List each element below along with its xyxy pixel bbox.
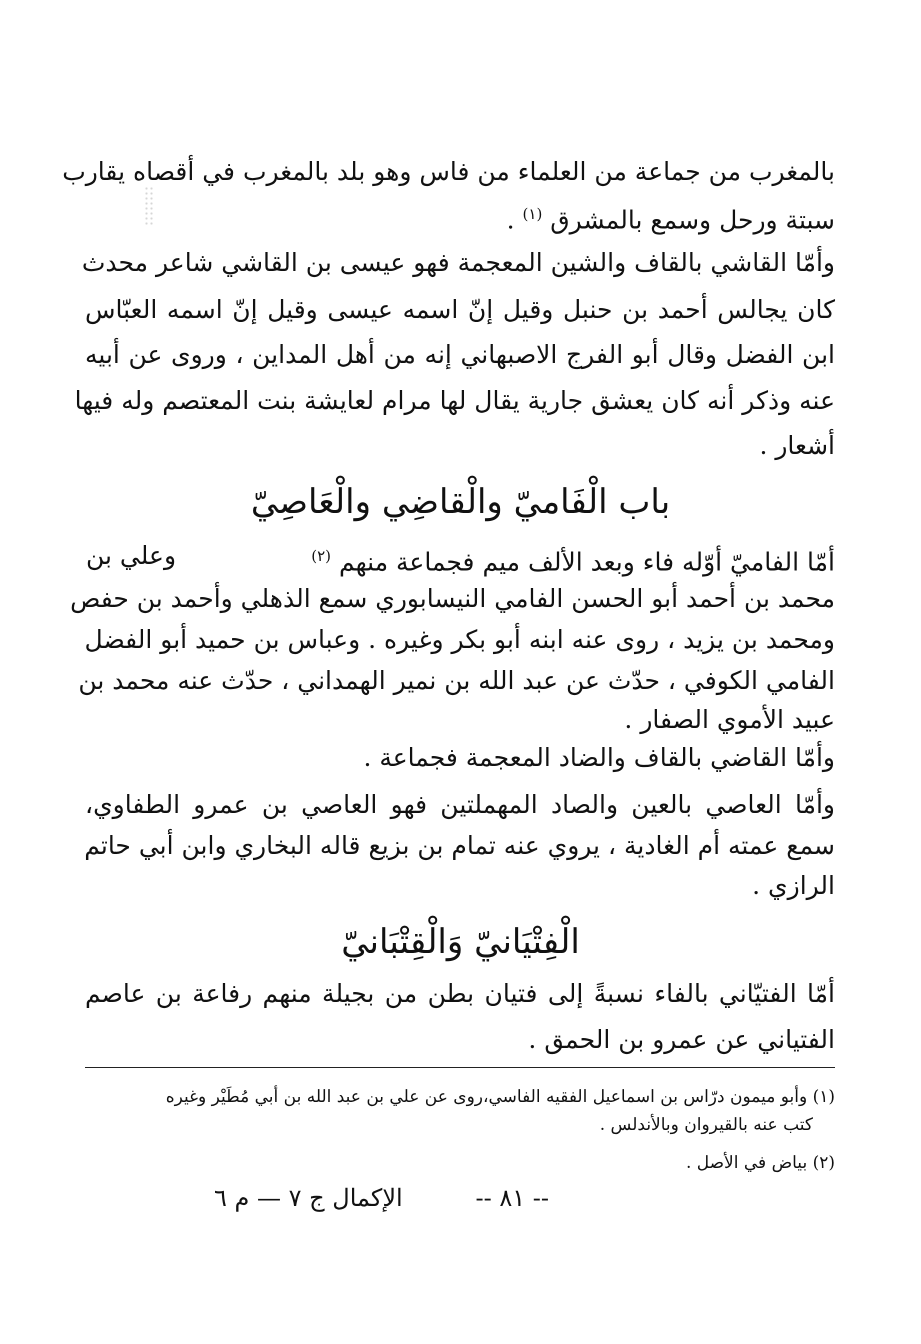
text-line bbox=[311, 536, 835, 582]
text-line: محمد بن أحمد أبو الحسن الفامي النيسابوري سمع الذهلي وأحمد بن حفص bbox=[70, 584, 835, 613]
text-line: عبيد الأموي الصفار . bbox=[624, 705, 835, 734]
page-number: -- ٨١ -- bbox=[475, 1184, 549, 1212]
text-line: الفامي الكوفي ، حدّث عن عبد الله بن نمير الهمداني ، حدّث عنه محمد بن bbox=[78, 666, 835, 695]
footnote: (٢) بياض في الأصل . bbox=[685, 1153, 835, 1173]
signature-mark: الإكمال ج ٧ — م ٦ bbox=[214, 1184, 403, 1212]
section-heading: الْفِتْيَانيّ وَالْقِتْبَانيّ bbox=[341, 922, 580, 962]
text-line: الفتياني عن عمرو بن الحمق . bbox=[528, 1025, 835, 1054]
footnote-ref-2: (٢) bbox=[311, 547, 332, 565]
text-line: ابن الفضل وقال أبو الفرج الاصبهاني إنه من أهل المداين ، وروى عن أبيه bbox=[85, 340, 835, 369]
text-line: بالمغرب من جماعة من العلماء من فاس وهو بلد بالمغرب في أقصاه يقارب bbox=[62, 157, 835, 186]
text-line: وأمّا القاشي بالقاف والشين المعجمة فهو عيسى بن القاشي شاعر محدث bbox=[81, 248, 835, 277]
section-heading: باب الْفَاميّ والْقاضِي والْعَاصِيّ bbox=[250, 482, 671, 522]
footnote-divider bbox=[85, 1067, 835, 1068]
text-line: أمّا الفتيّاني بالفاء نسبةً إلى فتيان بطن من بجيلة منهم رفاعة بن عاصم bbox=[85, 979, 835, 1008]
footnote-ref-1: (١) bbox=[522, 205, 543, 223]
scan-speckle bbox=[144, 186, 154, 226]
text-line-tail: وعلي بن bbox=[86, 541, 177, 570]
text-line: الرازي . bbox=[752, 871, 835, 900]
text-line: سمع عمته أم الغادية ، يروي عنه تمام بن بزيع قاله البخاري وابن أبي حاتم bbox=[84, 831, 835, 860]
text-line: أشعار . bbox=[759, 431, 835, 460]
text-line-body: سبتة ورحل وسمع بالمشرق bbox=[550, 205, 835, 235]
text-line: وأمّا القاضي بالقاف والضاد المعجمة فجماعة . bbox=[363, 743, 835, 772]
text-line bbox=[507, 194, 835, 240]
text-line: عنه وذكر أنه كان يعشق جارية يقال لها مرام لعايشة بنت المعتصم وله فيها bbox=[74, 386, 835, 415]
text-line: كان يجالس أحمد بن حنبل وقيل إنّ اسمه عيسى وقيل إنّ اسمه العبّاس bbox=[85, 295, 835, 324]
text-line-body: أمّا الفاميّ أوّله فاء وبعد الألف ميم فجماعة منهم bbox=[338, 547, 835, 577]
text-line-end: . bbox=[506, 205, 515, 235]
footnote: (١) وأبو ميمون درّاس بن اسماعيل الفقيه الفاسي،روى عن علي بن عبد الله بن أبي مُطَيْر وغيره bbox=[165, 1087, 835, 1107]
text-line: ومحمد بن يزيد ، روى عنه ابنه أبو بكر وغيره . وعباس بن حميد أبو الفضل bbox=[84, 625, 835, 654]
footnote: كتب عنه بالقيروان وبالأندلس . bbox=[599, 1115, 813, 1135]
text-line: وأمّا العاصي بالعين والصاد المهملتين فهو العاصي بن عمرو الطفاوي، bbox=[85, 790, 835, 819]
